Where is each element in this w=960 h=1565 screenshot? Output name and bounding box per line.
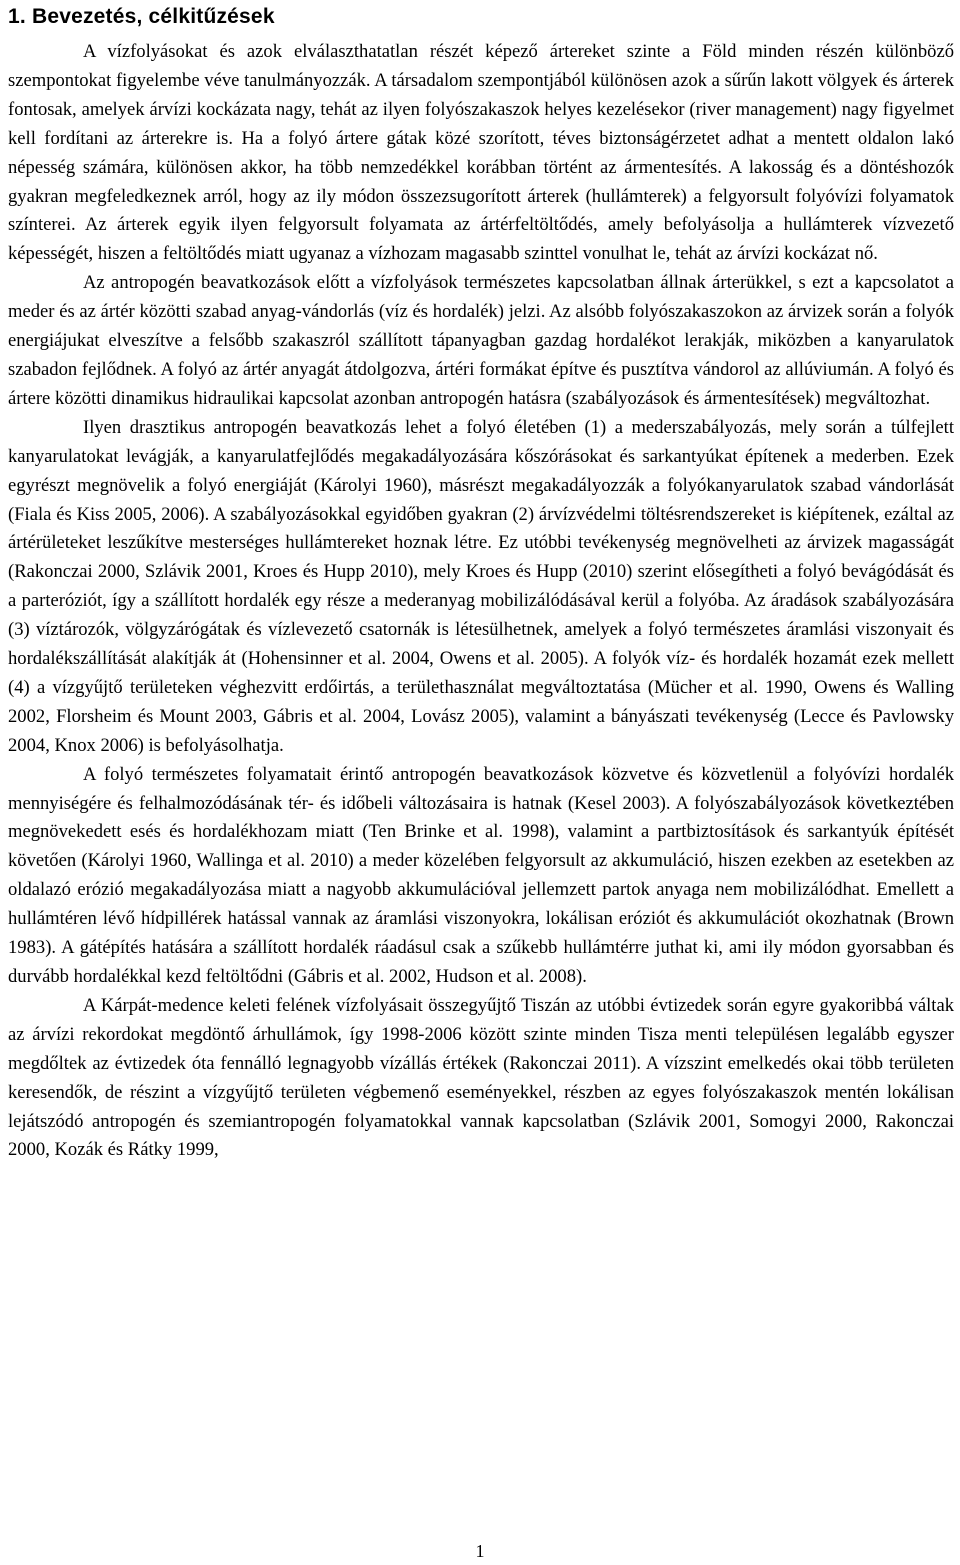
page-number: 1 [475,1541,485,1561]
paragraph-4: A folyó természetes folyamatait érintő antropogén beavatkozások közvetve és közvetlenül a folyóvízi hordalék mennyiségére és felhalmozódásának tér- és időbeli változásaira is hatnak (Kesel 2003). A folyószabályozások következtében megnövekedett esés és hordalékhozam miatt (Ten Brinke et al. 1998), valamint a partbiztosítások és sarkantyúk építését követően (Károlyi 1960, Wallinga et al. 2010) a meder közelében felgyorsult az akkumuláció, hiszen ezekben az esetekben az oldalazó erózió megakadályozása miatt a nagyobb akkumulációval jellemzett partok anyaga nem mobilizálódhat. Emellett a hullámtéren lévő hídpillérek hatással vannak az áramlási viszonyokra, lokálisan eróziót és akkumulációt okozhatnak (Brown 1983). A gátépítés hatására a szállított hordalék ráadásul csak a szűkebb hullámtérre juthat ki, ami ily módon gyorsabban és durvább hordalékkal kezd feltöltődni (Gábris et al. 2002, Hudson et al. 2008). [8,763,954,987]
paragraph-2: Az antropogén beavatkozások előtt a vízfolyások természetes kapcsolatban állnak árterükkel, s ezt a kapcsolatot a meder és az ártér közötti szabad anyag-vándorlás (víz és hordalék) jelzi. Az alsóbb folyószakaszokon az árvizek során a folyók energiájukat elveszítve a felsőbb szakaszról szállított tápanyagban gazdag hordalékot lerakják, miközben a kanyarulatok szabadon fejlődnek. A folyó az ártér anyagát átdolgozva, ártéri formákat építve és pusztítva vándorol az allúviumán. A folyó és ártere közötti dinamikus hidraulikai kapcsolat azonban antropogén hatásra (szabályozások és ármentesítések) megváltozhat. [8,272,954,409]
paragraph-1: A vízfolyásokat és azok elválaszthatatlan részét képező ártereket szinte a Föld minden részén különböző szempontokat figyelembe véve tanulmányozzák. A társadalom szempontjából különösen azok a sűrűn lakott völgyek és árterek fontosak, amelyek árvízi kockázata nagy, tehát az ilyen folyószakaszok helyes kezelésekor (river management) nagy figyelmet kell fordítani az árterekre is. Ha a folyó ártere gátak közé szorított, téves biztonságérzetet adhat a mentett oldalon lakó népesség számára, különösen akkor, ha több nemzedékkel korábban történt az ármentesítés. A lakosság és a döntéshozók gyakran megfeledkeznek arról, hogy az ily módon összezsugorított árterek (hullámterek) a felgyorsult folyóvízi folyamatok színterei. Az árterek egyik ilyen felgyorsult folyamata az ártérfeltöltődés, amely befolyásolja a hullámterek vízvezető képességét, hiszen a feltöltődés miatt ugyanaz a vízhozam magasabb szinttel vonulhat le, tehát az árvízi kockázat nő. [8,41,954,265]
section-heading: 1. Bevezetés, célkitűzések [8,5,275,28]
paragraph-5: A Kárpát-medence keleti felének vízfolyásait összegyűjtő Tiszán az utóbbi évtizedek során egyre gyakoribbá váltak az árvízi rekordokat megdöntő árhullámok, így 1998-2006 között szinte minden Tisza menti településen legalább egyszer megdőltek az évtizedek óta fennálló legnagyobb vízállás értékek (Rakonczai 2011). A vízszint emelkedés okai több területen keresendők, de részint a vízgyűjtő területen végbemenő eseményekkel, részben az egyes folyószakaszok mentén lokálisan lejátszódó antropogén és szemiantropogén folyamatokkal vannak kapcsolatban (Szlávik 2001, Somogyi 2000, Rakonczai 2000, Kozák és Rátky 1999, [8,994,954,1161]
document-page [8,0,954,1165]
paragraph-3: Ilyen drasztikus antropogén beavatkozás lehet a folyó életében (1) a mederszabályozás, mely során a túlfejlett kanyarulatokat levágják, a kanyarulatfejlődés megakadályozására kőszórásokat és sarkantyúkat építenek a mederben. Ezek egyrészt megnövelik a folyó energiáját (Károlyi 1960), másrészt megakadályozzák a folyókanyarulatok szabad vándorlását (Fiala és Kiss 2005, 2006). A szabályozásokkal egyidőben gyakran (2) árvízvédelmi töltésrendszereket is kiépítenek, ezáltal az ártérületeket leszűkítve mesterséges hullámtereket hoznak létre. Ez utóbbi tevékenység megnövelheti az árvizek magasságát (Rakonczai 2000, Szlávik 2001, Kroes és Hupp 2010), mely Kroes és Hupp (2010) szerint elősegítheti a folyó bevágódását és a parteróziót, így a szállított hordalék egy része a mederanyag mobilizálódásával kerül a folyóba. Az áradások szabályozására (3) víztározók, völgyzárógátak és vízlevezető csatornák is létesülhetnek, amelyek a folyó természetes áramlási viszonyait és hordalékszállítását alakítják át (Hohensinner et al. 2004, Owens et al. 2005). A folyók víz- és hordalék hozamát ezek mellett (4) a vízgyűjtő területeken véghezvitt erdőirtás, a területhasználat megváltoztatása (Mücher et al. 1990, Owens és Walling 2002, Florsheim és Mount 2003, Gábris et al. 2004, Lovász 2005), valamint a bányászati tevékenység (Lecce és Pavlowsky 2004, Knox 2006) is befolyásolhatja. [8,416,954,756]
